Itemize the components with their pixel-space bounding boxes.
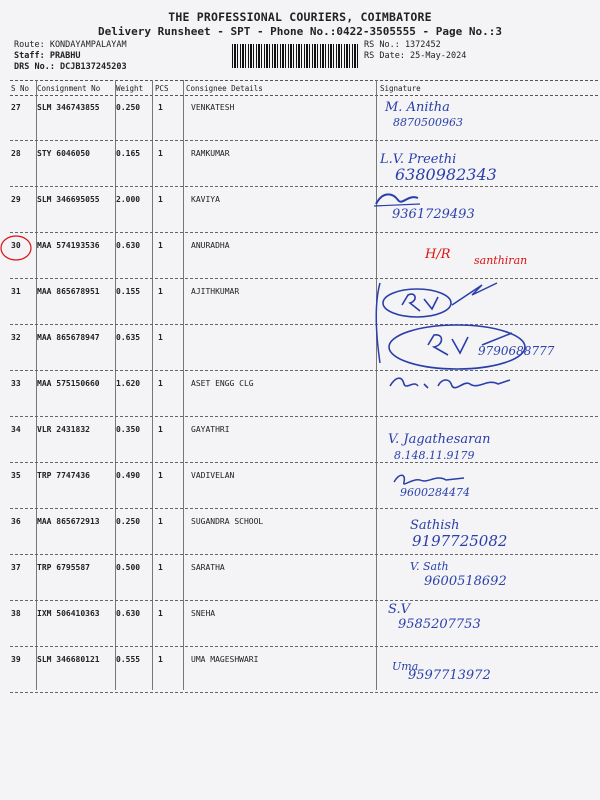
pcs-cell: 1 [158,149,163,158]
weight-cell: 0.490 [116,471,141,480]
weight-cell: 0.250 [116,103,141,112]
weight-cell: 0.165 [116,149,141,158]
consignee-cell: KAVIYA [191,195,220,204]
consignment-cell: TRP 6795587 [37,563,90,572]
sno-cell: 34 [11,425,21,434]
consignee-cell: SUGANDRA SCHOOL [191,517,264,526]
drs-label: DRS No.: DCJB137245203 [14,62,127,72]
pcs-cell: 1 [158,655,163,664]
table-header [10,80,598,96]
table-row [10,187,598,233]
pcs-cell: 1 [158,517,163,526]
weight-cell: 0.350 [116,425,141,434]
signature-30: H/R [425,247,451,262]
signature-27: M. Anitha [385,100,450,115]
table-row [10,463,598,509]
consignment-cell: TRP 7747436 [37,471,90,480]
consignment-cell: SLM 346743855 [37,103,100,112]
weight-cell: 0.555 [116,655,141,664]
table-row [10,647,598,693]
consignment-cell: SLM 346680121 [37,655,100,664]
barcode [232,44,360,68]
pcs-cell: 1 [158,563,163,572]
consignee-cell: VENKATESH [191,103,235,112]
signature-37: V. Sath [410,560,449,573]
pcs-cell: 1 [158,379,163,388]
company-title: THE PROFESSIONAL COURIERS, COIMBATORE [168,10,432,24]
col-pcs: PCS [155,84,169,93]
rs-number: RS No.: 1372452 [364,40,441,50]
sno-cell: 39 [11,655,21,664]
consignee-cell: ANURADHA [191,241,230,250]
col-weight: Weight [116,84,144,93]
table-row [10,95,598,141]
signature-33 [388,372,518,394]
table-row [10,417,598,463]
phone-28: 6380982343 [395,165,497,184]
weight-cell: 0.635 [116,333,141,342]
consignee-cell: VADIVELAN [191,471,235,480]
consignment-cell: IXM 506410363 [37,609,100,618]
route-label: Route: KONDAYAMPALAYAM [14,40,127,50]
sno-cell: 29 [11,195,21,204]
weight-cell: 1.620 [116,379,141,388]
consignment-cell: MAA 865678947 [37,333,100,342]
pcs-cell: 1 [158,287,163,296]
phone-34: 8.148.11.9179 [394,449,475,462]
pcs-cell: 1 [158,333,163,342]
signature-39: Uma [392,660,419,673]
pcs-cell: 1 [158,425,163,434]
consignment-cell: MAA 865678951 [37,287,100,296]
staff-label: Staff: PRABHU [14,51,81,61]
sno-cell: 35 [11,471,21,480]
sno-cell: 28 [11,149,21,158]
runsheet-subtitle: Delivery Runsheet - SPT - Phone No.:0422-3505555 - Page No.:3 [98,25,502,38]
weight-cell: 0.630 [116,609,141,618]
col-signature: Signature [380,84,421,93]
weight-cell: 0.630 [116,241,141,250]
consignee-cell: SNEHA [191,609,216,618]
consignment-cell: MAA 865672913 [37,517,100,526]
phone-27: 8870500963 [393,116,463,129]
consignee-cell: SARATHA [191,563,225,572]
consignee-cell: UMA MAGESHWARI [191,655,259,664]
signature-28: L.V. Preethi [380,152,457,167]
consignee-cell: RAMKUMAR [191,149,230,158]
signature-31-32 [372,275,598,385]
signature-36: Sathish [410,518,460,533]
sno-cell: 37 [11,563,21,572]
phone-37: 9600518692 [424,574,507,589]
phone-38: 9585207753 [398,617,481,632]
table-row [10,555,598,601]
signature-34: V. Jagathesaran [388,432,491,447]
consignee-cell: AJITHKUMAR [191,287,240,296]
pcs-cell: 1 [158,241,163,250]
phone-39: 9597713972 [408,668,491,683]
pcs-cell: 1 [158,609,163,618]
rs-date: RS Date: 25-May-2024 [364,51,467,61]
consignment-cell: MAA 574193536 [37,241,100,250]
weight-cell: 2.000 [116,195,141,204]
weight-cell: 0.155 [116,287,141,296]
red-circle-mark [0,232,40,268]
weight-cell: 0.500 [116,563,141,572]
table-row [10,601,598,647]
phone-29: 9361729493 [392,207,475,222]
pcs-cell: 1 [158,195,163,204]
weight-cell: 0.250 [116,517,141,526]
phone-35: 9600284474 [400,486,470,499]
sno-cell: 30 [11,241,21,250]
sno-cell: 38 [11,609,21,618]
consignment-cell: MAA 575150660 [37,379,100,388]
consignment-cell: SLM 346695055 [37,195,100,204]
note-30: santhiran [474,254,528,267]
signature-38: S.V [388,602,410,617]
col-sno: S No [11,84,30,93]
pcs-cell: 1 [158,471,163,480]
consignee-cell: GAYATHRI [191,425,230,434]
col-consignee: Consignee Details [186,84,263,93]
consignment-cell: VLR 2431832 [37,425,90,434]
sno-cell: 33 [11,379,21,388]
sno-cell: 27 [11,103,21,112]
phone-32: 9790688777 [478,344,555,358]
table-row [10,141,598,187]
sno-cell: 32 [11,333,21,342]
pcs-cell: 1 [158,103,163,112]
sno-cell: 36 [11,517,21,526]
col-consignment: Consignment No [37,84,101,93]
phone-36: 9197725082 [412,532,508,550]
sno-cell: 31 [11,287,21,296]
consignment-cell: STY 6046050 [37,149,90,158]
consignee-cell: ASET ENGG CLG [191,379,254,388]
table-row [10,509,598,555]
